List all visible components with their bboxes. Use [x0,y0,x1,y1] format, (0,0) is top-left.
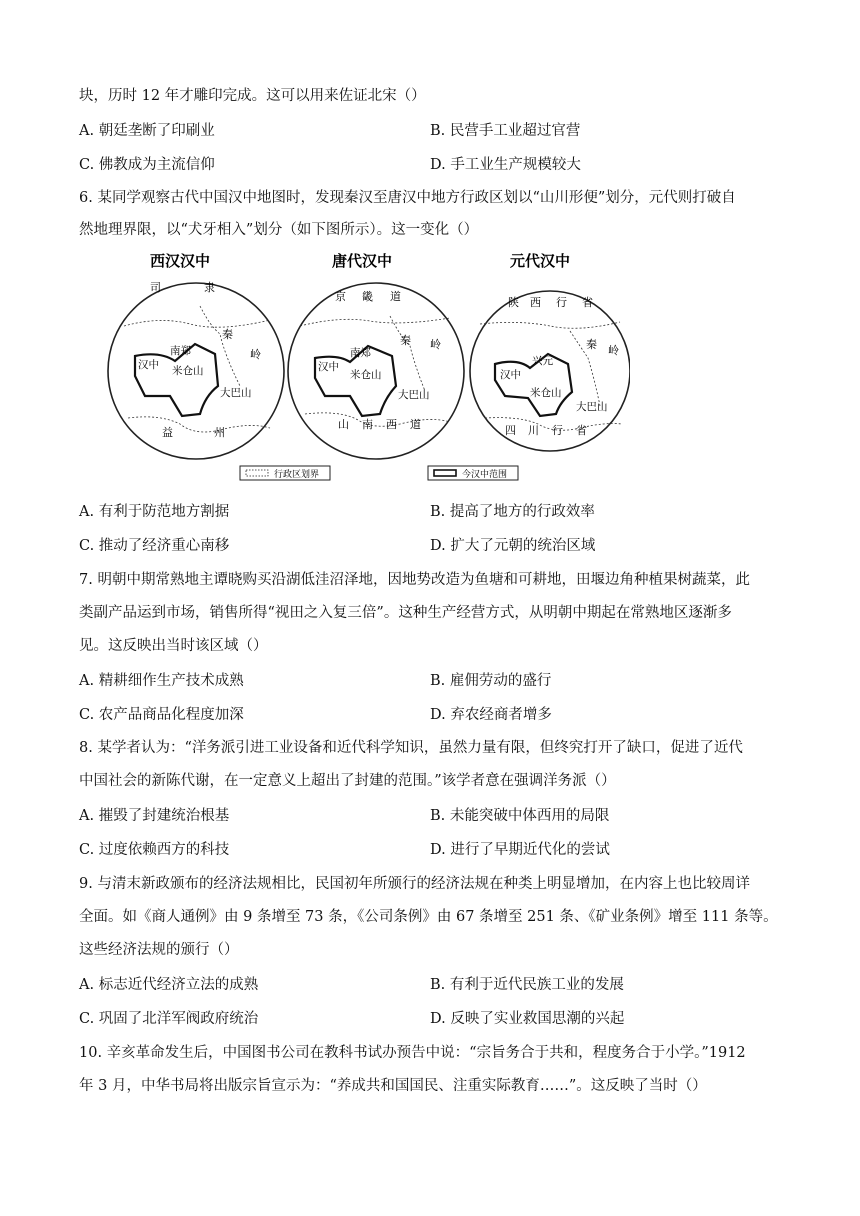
map-western-han [108,252,284,459]
svg-text:京: 京 [335,290,346,303]
svg-text:大巴山: 大巴山 [576,401,608,413]
svg-text:岭: 岭 [430,338,441,351]
q7-stem-line-1: 7. 明朝中期常熟地主谭晓购买沿湖低洼沼泽地，因地势改造为鱼塘和可耕地，田堰边角种植果树蔬菜，此 [79,572,750,588]
map-yuan [470,252,630,451]
svg-text:汉中: 汉中 [318,361,339,373]
map-legend [240,466,518,480]
svg-text:隶: 隶 [204,281,215,294]
svg-text:秦: 秦 [586,338,597,351]
q8-option-d[interactable]: D. 进行了早期近代化的尝试 [430,842,610,858]
svg-text:南: 南 [362,418,373,431]
svg-text:省: 省 [582,296,593,309]
hanzhong-maps-figure [100,246,630,486]
svg-text:道: 道 [390,290,401,303]
svg-text:汉中: 汉中 [138,359,159,371]
q8-option-a[interactable]: A. 摧毁了封建统治根基 [79,808,230,824]
q9-stem-line-2: 全面。如《商人通例》由 9 条增至 73 条，《公司条例》由 67 条增至 251 条、《矿业条例》增至 111 条等。 [79,909,778,925]
q9-stem-line-1: 9. 与清末新政颁布的经济法规相比，民国初年所颁行的经济法规在种类上明显增加，在内容上也比较周详 [79,876,750,892]
q8-option-b[interactable]: B. 未能突破中体西用的局限 [430,808,610,824]
svg-text:四: 四 [505,424,516,437]
svg-text:秦: 秦 [222,328,233,341]
q6-stem-line-1: 6. 某同学观察古代中国汉中地图时，发现秦汉至唐汉中地方行政区划以“山川形便”划分，元代则打破自 [79,190,736,206]
q10-stem-line-2: 年 3 月，中华书局将出版宗旨宣示为：“养成共和国国民、注重实际教育……”。这反映了当时（） [79,1078,707,1094]
legend-modern-hanzhong: 今汉中范围 [462,470,508,480]
q7-stem-line-3: 见。这反映出当时该区域（） [79,638,268,654]
svg-text:州: 州 [214,426,225,439]
svg-text:大巴山: 大巴山 [398,389,430,401]
q7-stem-line-2: 类副产品运到市场，销售所得“视田之入复三倍”。这种生产经营方式，从明朝中期起在常熟地区逐渐多 [79,605,732,621]
svg-text:益: 益 [162,426,173,439]
map1-title: 西汉汉中 [149,252,211,270]
svg-text:西: 西 [530,296,541,309]
svg-text:司: 司 [150,281,161,294]
map-tang [288,252,464,459]
svg-text:米仓山: 米仓山 [172,365,204,377]
q5-option-d[interactable]: D. 手工业生产规模较大 [430,157,581,173]
legend-admin-boundary: 行政区划界 [274,470,320,480]
svg-text:汉中: 汉中 [500,369,521,381]
q6-option-a[interactable]: A. 有利于防范地方割据 [79,504,230,520]
q9-option-d[interactable]: D. 反映了实业救国思潮的兴起 [430,1011,625,1027]
svg-text:岭: 岭 [250,348,261,361]
svg-text:行: 行 [556,296,567,309]
q10-stem-line-1: 10. 辛亥革命发生后，中国图书公司在教科书试办预告中说：“宗旨务合于共和，程度务合于小学。”1912 [79,1045,746,1061]
q9-option-a[interactable]: A. 标志近代经济立法的成熟 [79,977,259,993]
svg-text:兴元: 兴元 [532,355,553,367]
svg-text:省: 省 [576,424,587,437]
q7-option-a[interactable]: A. 精耕细作生产技术成熟 [79,673,244,689]
q7-option-d[interactable]: D. 弃农经商者增多 [430,707,552,723]
q7-option-b[interactable]: B. 雇佣劳动的盛行 [430,673,552,689]
q6-option-b[interactable]: B. 提高了地方的行政效率 [430,504,595,520]
q5-option-a[interactable]: A. 朝廷垄断了印刷业 [79,123,215,139]
q5-stem: 块，历时 12 年才雕印完成。这可以用来佐证北宋（） [79,88,426,104]
svg-text:道: 道 [410,418,421,431]
q7-option-c[interactable]: C. 农产品商品化程度加深 [79,707,244,723]
q9-option-b[interactable]: B. 有利于近代民族工业的发展 [430,977,624,993]
q9-option-c[interactable]: C. 巩固了北洋军阀政府统治 [79,1011,259,1027]
q9-stem-line-3: 这些经济法规的颁行（） [79,942,239,958]
svg-text:岭: 岭 [608,344,619,357]
q8-option-c[interactable]: C. 过度依赖西方的科技 [79,842,230,858]
svg-text:大巴山: 大巴山 [220,387,252,399]
svg-text:米仓山: 米仓山 [530,387,562,399]
svg-text:行: 行 [552,424,563,437]
svg-text:山: 山 [338,418,349,431]
q5-option-b[interactable]: B. 民营手工业超过官营 [430,123,581,139]
svg-text:畿: 畿 [362,290,373,303]
svg-text:西: 西 [386,418,397,431]
svg-text:南郑: 南郑 [170,345,191,357]
q6-option-d[interactable]: D. 扩大了元朝的统治区域 [430,538,596,554]
q8-stem-line-1: 8. 某学者认为：“洋务派引进工业设备和近代科学知识，虽然力量有限，但终究打开了缺口，促进了近代 [79,740,743,756]
q6-stem-line-2: 然地理界限，以“犬牙相入”划分（如下图所示）。这一变化（） [79,222,479,238]
svg-text:陕: 陕 [508,296,519,309]
map3-title: 元代汉中 [509,252,571,270]
map2-title: 唐代汉中 [331,252,393,270]
q8-stem-line-2: 中国社会的新陈代谢，在一定意义上超出了封建的范围。”该学者意在强调洋务派（） [79,773,616,789]
svg-text:川: 川 [528,424,539,437]
svg-text:米仓山: 米仓山 [350,369,382,381]
svg-text:南郑: 南郑 [350,347,371,359]
q6-option-c[interactable]: C. 推动了经济重心南移 [79,538,230,554]
q5-option-c[interactable]: C. 佛教成为主流信仰 [79,157,215,173]
svg-text:秦: 秦 [400,334,411,347]
